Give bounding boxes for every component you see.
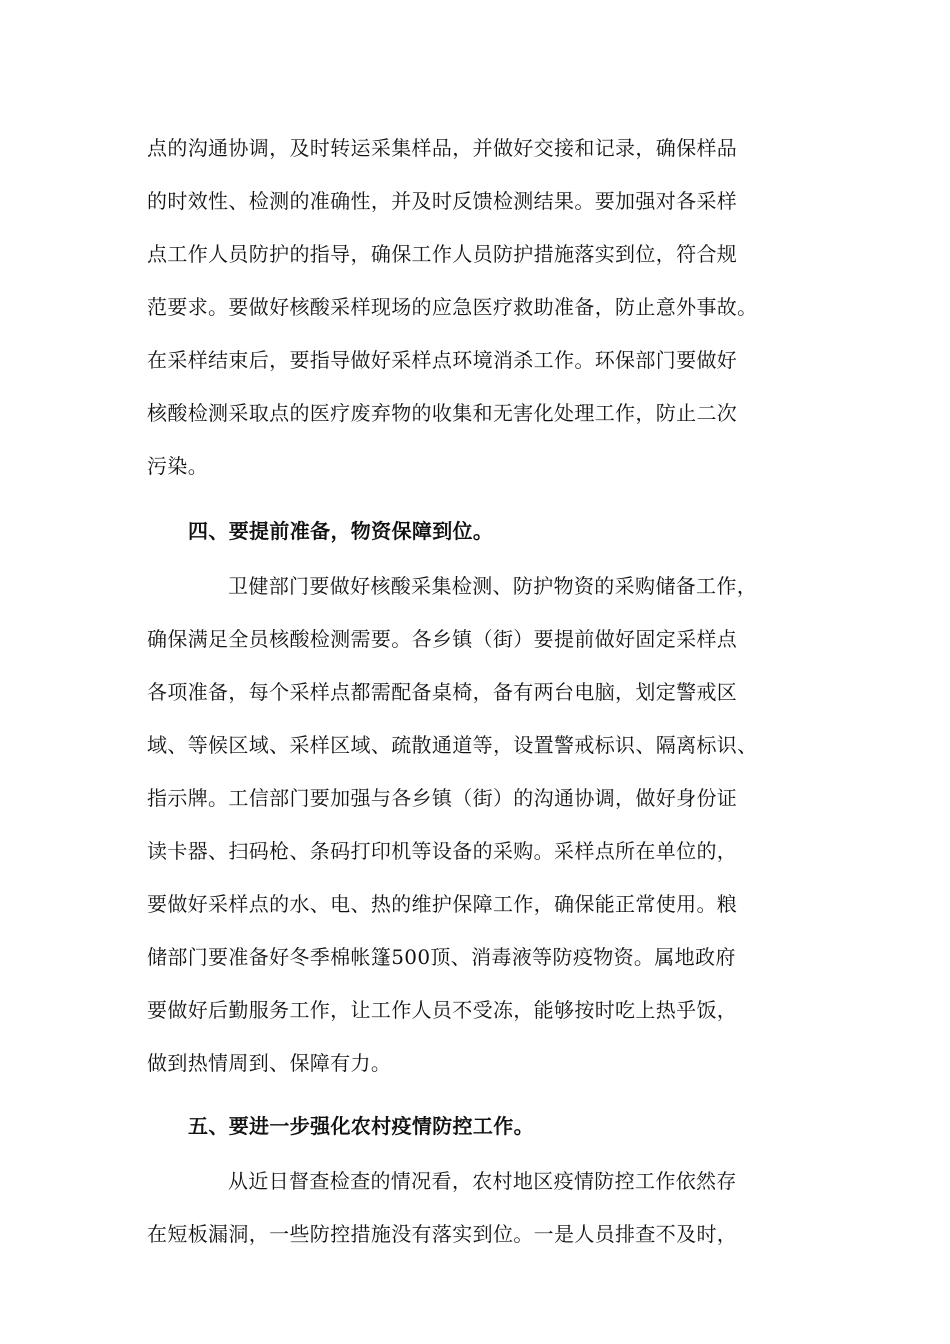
section-heading: 四、要提前准备，物资保障到位。 bbox=[188, 519, 494, 543]
paragraph-line: 在短板漏洞，一些防控措施没有落实到位。一是人员排查不及时， bbox=[147, 1222, 738, 1246]
paragraph-line: 要做好采样点的水、电、热的维护保障工作，确保能正常使用。粮 bbox=[147, 892, 738, 916]
paragraph-line: 范要求。要做好核酸采样现场的应急医疗救助准备，防止意外事故。 bbox=[147, 295, 758, 319]
paragraph-line: 的时效性、检测的准确性，并及时反馈检测结果。要加强对各采样 bbox=[147, 189, 738, 213]
paragraph-line: 指示牌。工信部门要加强与各乡镇（街）的沟通协调，做好身份证 bbox=[147, 786, 738, 810]
paragraph-line: 各项准备，每个采样点都需配备桌椅，备有两台电脑，划定警戒区 bbox=[147, 680, 738, 704]
paragraph-line: 核酸检测采取点的医疗废弃物的收集和无害化处理工作，防止二次 bbox=[147, 401, 738, 425]
paragraph-line: 域、等候区域、采样区域、疏散通道等，设置警戒标识、隔离标识、 bbox=[147, 733, 758, 757]
paragraph-line: 污染。 bbox=[147, 454, 209, 478]
paragraph-line: 确保满足全员核酸检测需要。各乡镇（街）要提前做好固定采样点 bbox=[147, 627, 738, 651]
paragraph-line: 做到热情周到、保障有力。 bbox=[147, 1051, 392, 1075]
paragraph-line: 在采样结束后，要指导做好采样点环境消杀工作。环保部门要做好 bbox=[147, 348, 738, 372]
paragraph-line: 卫健部门要做好核酸采集检测、防护物资的采购储备工作， bbox=[228, 574, 758, 598]
paragraph-line: 读卡器、扫码枪、条码打印机等设备的采购。采样点所在单位的， bbox=[147, 839, 738, 863]
paragraph-line: 要做好后勤服务工作，让工作人员不受冻，能够按时吃上热乎饭， bbox=[147, 998, 738, 1022]
paragraph-line: 点的沟通协调，及时转运采集样品，并做好交接和记录，确保样品 bbox=[147, 136, 738, 160]
paragraph-line: 从近日督查检查的情况看，农村地区疫情防控工作依然存 bbox=[228, 1169, 737, 1193]
section-heading: 五、要进一步强化农村疫情防控工作。 bbox=[188, 1114, 534, 1138]
paragraph-line: 点工作人员防护的指导，确保工作人员防护措施落实到位，符合规 bbox=[147, 242, 738, 266]
paragraph-line: 储部门要准备好冬季棉帐篷500顶、消毒液等防疫物资。属地政府 bbox=[147, 945, 736, 969]
